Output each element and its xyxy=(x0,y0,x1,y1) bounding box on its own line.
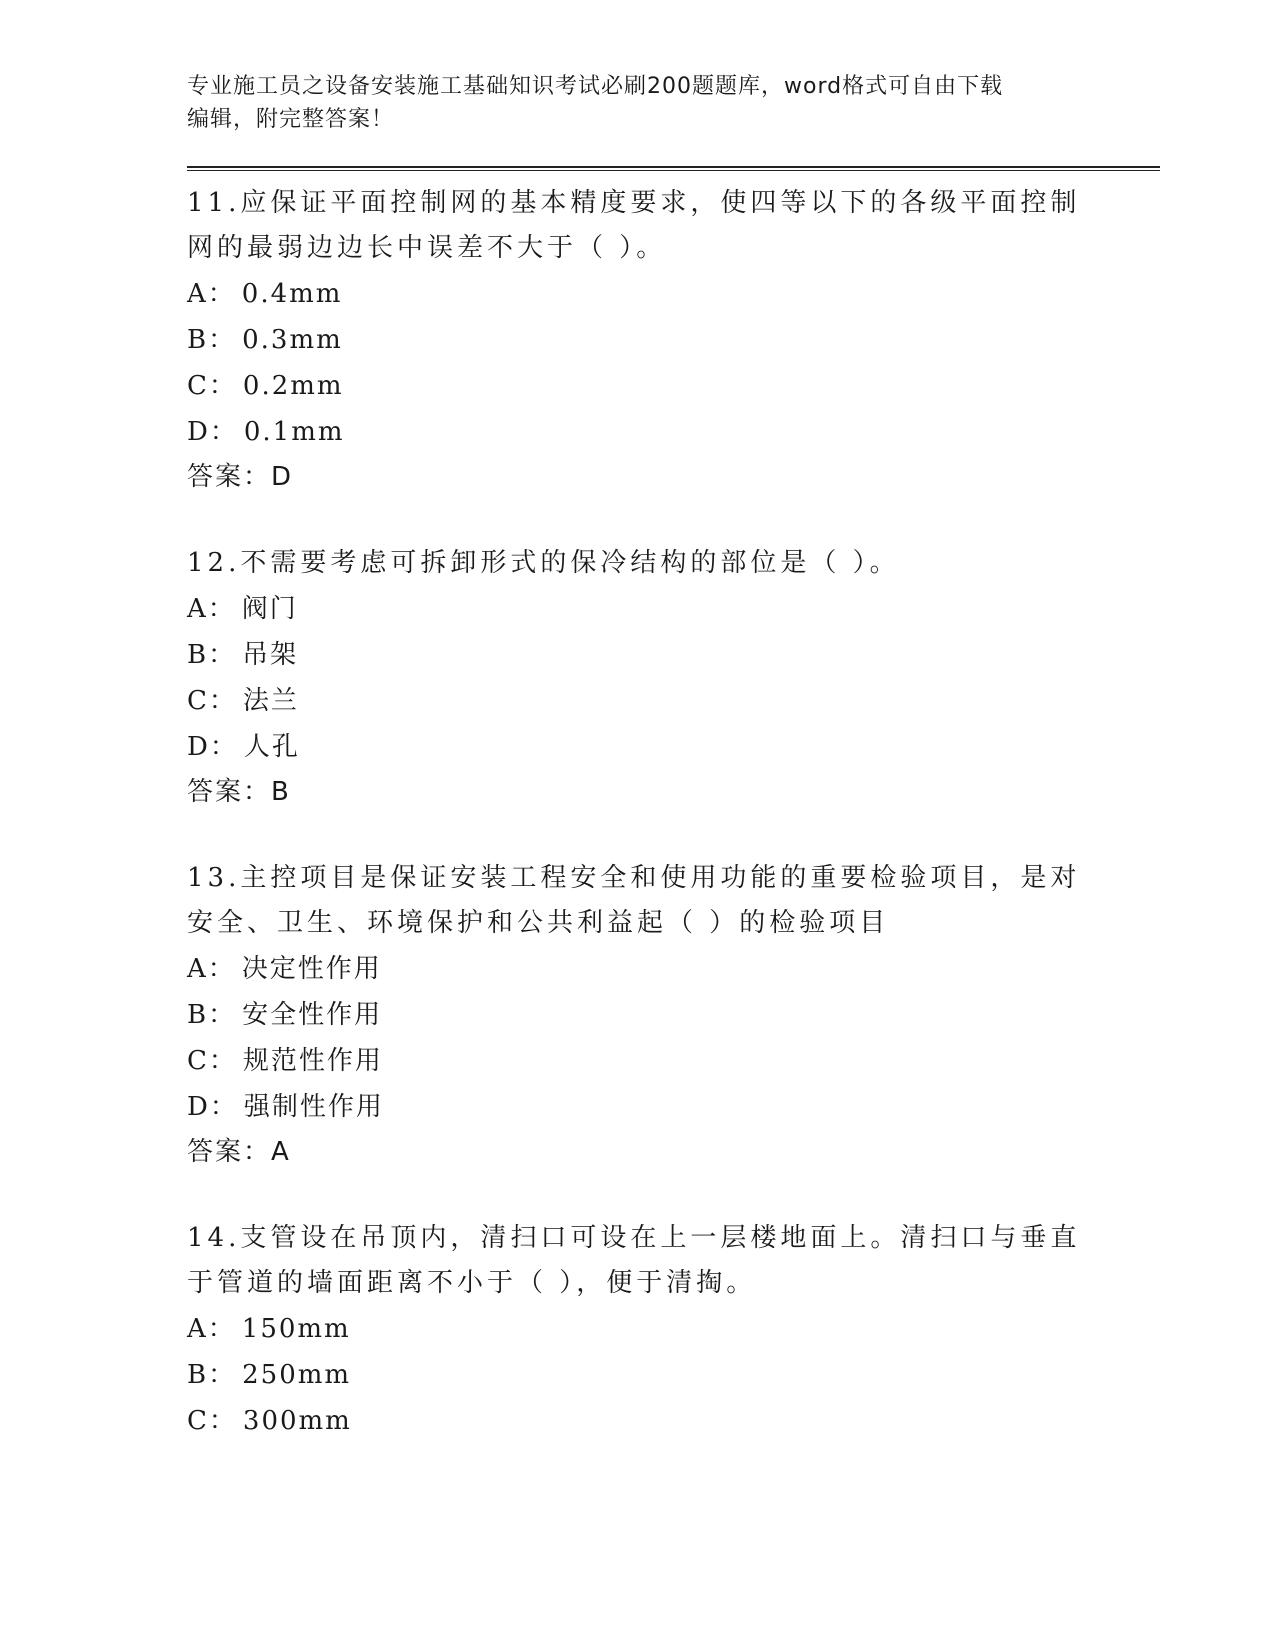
question-11 xyxy=(187,181,1167,499)
option-key: D： xyxy=(187,417,238,447)
option-c xyxy=(187,678,1167,724)
option-value: 150mm xyxy=(241,1314,351,1344)
option-value: 250mm xyxy=(242,1360,352,1390)
option-value: 0.1mm xyxy=(243,417,345,447)
option-key: A： xyxy=(187,954,236,984)
option-key: D： xyxy=(187,1092,238,1122)
answer-line: 答案：B xyxy=(187,777,291,807)
option-value: 法兰 xyxy=(242,686,299,716)
option-key: B： xyxy=(187,325,237,355)
header-line-1: 专业施工员之设备安装施工基础知识考试必刷200题题库，word格式可自由下载 xyxy=(187,74,1004,99)
option-c xyxy=(187,363,1167,409)
header-line-2: 编辑，附完整答案！ xyxy=(187,107,395,132)
option-value: 0.4mm xyxy=(241,279,343,309)
question-14 xyxy=(187,1216,1167,1444)
option-d xyxy=(187,1084,1167,1130)
option-key: B： xyxy=(187,1000,237,1030)
option-value: 吊架 xyxy=(242,640,299,670)
option-value: 0.2mm xyxy=(242,371,344,401)
option-b xyxy=(187,632,1167,678)
question-text: 14.支管设在吊顶内，清扫口可设在上一层楼地面上。清扫口与垂直于管道的墙面距离不小于（ ），便于清掏。 xyxy=(187,1223,1081,1298)
option-key: C： xyxy=(187,371,237,401)
option-key: C： xyxy=(187,1406,237,1436)
option-value: 安全性作用 xyxy=(242,1000,383,1030)
option-b xyxy=(187,1352,1167,1398)
option-a xyxy=(187,946,1167,992)
header-divider xyxy=(187,166,1160,171)
option-b xyxy=(187,992,1167,1038)
option-value: 决定性作用 xyxy=(241,954,382,984)
option-key: B： xyxy=(187,1360,237,1390)
option-c xyxy=(187,1398,1167,1444)
option-d xyxy=(187,724,1167,770)
option-key: D： xyxy=(187,732,238,762)
option-a xyxy=(187,271,1167,317)
option-value: 300mm xyxy=(242,1406,352,1436)
answer-line: 答案：D xyxy=(187,462,294,492)
document-page xyxy=(187,70,1167,1486)
question-text: 12.不需要考虑可拆卸形式的保冷结构的部位是（ ）。 xyxy=(187,548,900,578)
option-value: 规范性作用 xyxy=(242,1046,383,1076)
option-c xyxy=(187,1038,1167,1084)
question-13 xyxy=(187,856,1167,1174)
option-b xyxy=(187,317,1167,363)
document-header xyxy=(187,70,1067,136)
option-value: 0.3mm xyxy=(242,325,343,355)
question-text: 13.主控项目是保证安装工程安全和使用功能的重要检验项目，是对安全、卫生、环境保护和公共利益起（ ）的检验项目 xyxy=(187,863,1081,938)
option-a xyxy=(187,586,1167,632)
option-a xyxy=(187,1306,1167,1352)
answer-line: 答案：A xyxy=(187,1137,291,1167)
option-value: 阀门 xyxy=(241,594,298,624)
option-key: A： xyxy=(187,279,236,309)
question-text: 11.应保证平面控制网的基本精度要求，使四等以下的各级平面控制网的最弱边边长中误差不大于（ ）。 xyxy=(187,188,1081,263)
option-value: 强制性作用 xyxy=(243,1092,384,1122)
option-key: B： xyxy=(187,640,237,670)
option-value: 人孔 xyxy=(243,732,300,762)
option-key: A： xyxy=(187,594,236,624)
option-key: C： xyxy=(187,1046,237,1076)
question-list xyxy=(187,181,1167,1444)
option-d xyxy=(187,409,1167,455)
option-key: A： xyxy=(187,1314,236,1344)
question-12 xyxy=(187,541,1167,814)
option-key: C： xyxy=(187,686,237,716)
